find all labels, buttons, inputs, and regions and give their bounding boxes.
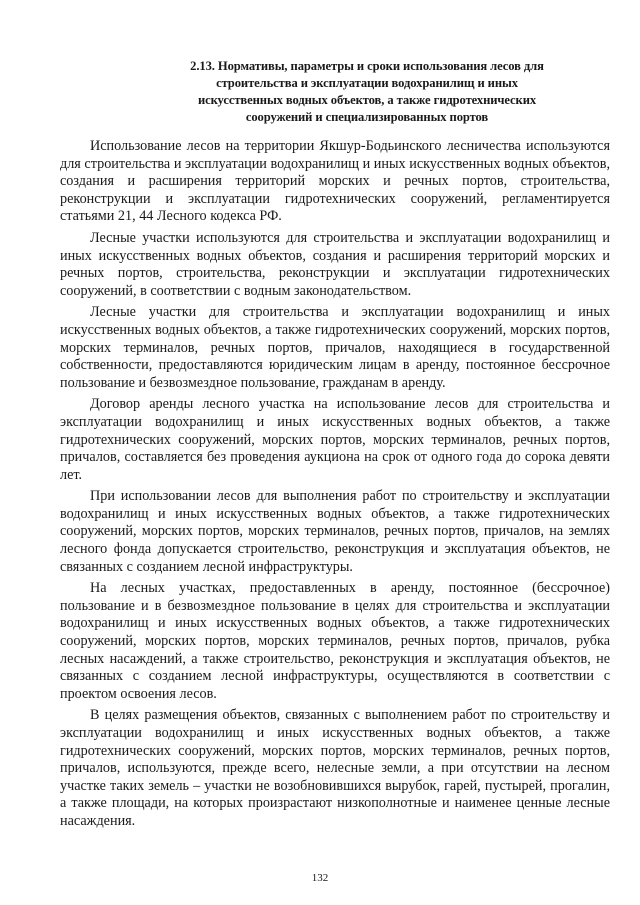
- section-heading-line: сооружений и специализированных портов: [245, 110, 489, 124]
- document-body: [60, 138, 610, 831]
- page-number: 132: [311, 872, 329, 884]
- section-heading-line: строительства и эксплуатации водохранилищ и иных: [216, 76, 518, 90]
- paragraph-6: На лесных участках, предоставленных в аренду, постоянное (бессрочное) пользование и в безвозмездное пользование в целях для строительства и эксплуатации водохранилищ и иных искусственных водных объектов, а также гидротехнических сооружений, морских портов, морских терминалов, речных портов, причалов, рубка лесных насаждений, а также строительство, реконструкция и эксплуатация объектов, не связанных с созданием лесной инфраструктуры, осуществляются в соответствии с проектом освоения лесов.: [60, 580, 610, 702]
- paragraph-4: Договор аренды лесного участка на использование лесов для строительства и эксплуатации водохранилищ и иных искусственных водных объектов, а также гидротехнических сооружений, морских портов, морских терминалов, речных портов, причалов, составляется без проведения аукциона на срок от одного года до сорока девяти лет.: [60, 396, 610, 483]
- paragraph-1: Использование лесов на территории Якшур-Бодьинского лесничества используются для строительства и эксплуатации водохранилищ и иных искусственных водных объектов, создания и расширения территорий морских и речных портов, строительства, реконструкции и эксплуатации гидротехнических сооружений, регламентируется статьями 21, 44 Лесного кодекса РФ.: [60, 138, 610, 225]
- paragraph-2: Лесные участки используются для строительства и эксплуатации водохранилищ и иных искусственных водных объектов, создания и расширения территорий морских и речных портов, строительства, реконструкции и эксплуатации гидротехнических сооружений, в соответствии с водным законодательством.: [60, 229, 610, 299]
- paragraph-3: Лесные участки для строительства и эксплуатации водохранилищ и иных искусственных водных объектов, а также гидротехнических сооружений, морских портов, морских терминалов, речных портов, причалов, находящиеся в государственной собственности, предоставляются юридическим лицам в аренду, постоянное бессрочное пользование и безвозмездное пользование, гражданам в аренду.: [60, 304, 610, 391]
- paragraph-5: При использовании лесов для выполнения работ по строительству и эксплуатации водохранилищ и иных искусственных водных объектов, а также гидротехнических сооружений, морских портов, морских терминалов, речных портов, причалов, на землях лесного фонда допускается строительство, реконструкция и эксплуатация объектов, не связанных с созданием лесной инфраструктуры.: [60, 488, 610, 575]
- paragraph-7: В целях размещения объектов, связанных с выполнением работ по строительству и эксплуатации водохранилищ и иных искусственных водных объектов, а также гидротехнических сооружений, морских портов, морских терминалов, речных портов, причалов, используются, прежде всего, нелесные земли, а при отсутствии на лесном участке таких земель – участки не возобновившихся вырубок, гарей, пустырей, прогалин, а также площади, на которых произрастают низкополнотные и наименее ценные лесные насаждения.: [60, 707, 610, 829]
- section-heading: [60, 58, 610, 126]
- section-heading-line: 2.13. Нормативы, параметры и сроки использования лесов для: [190, 59, 544, 73]
- section-heading-line: искусственных водных объектов, а также гидротехнических: [197, 93, 537, 107]
